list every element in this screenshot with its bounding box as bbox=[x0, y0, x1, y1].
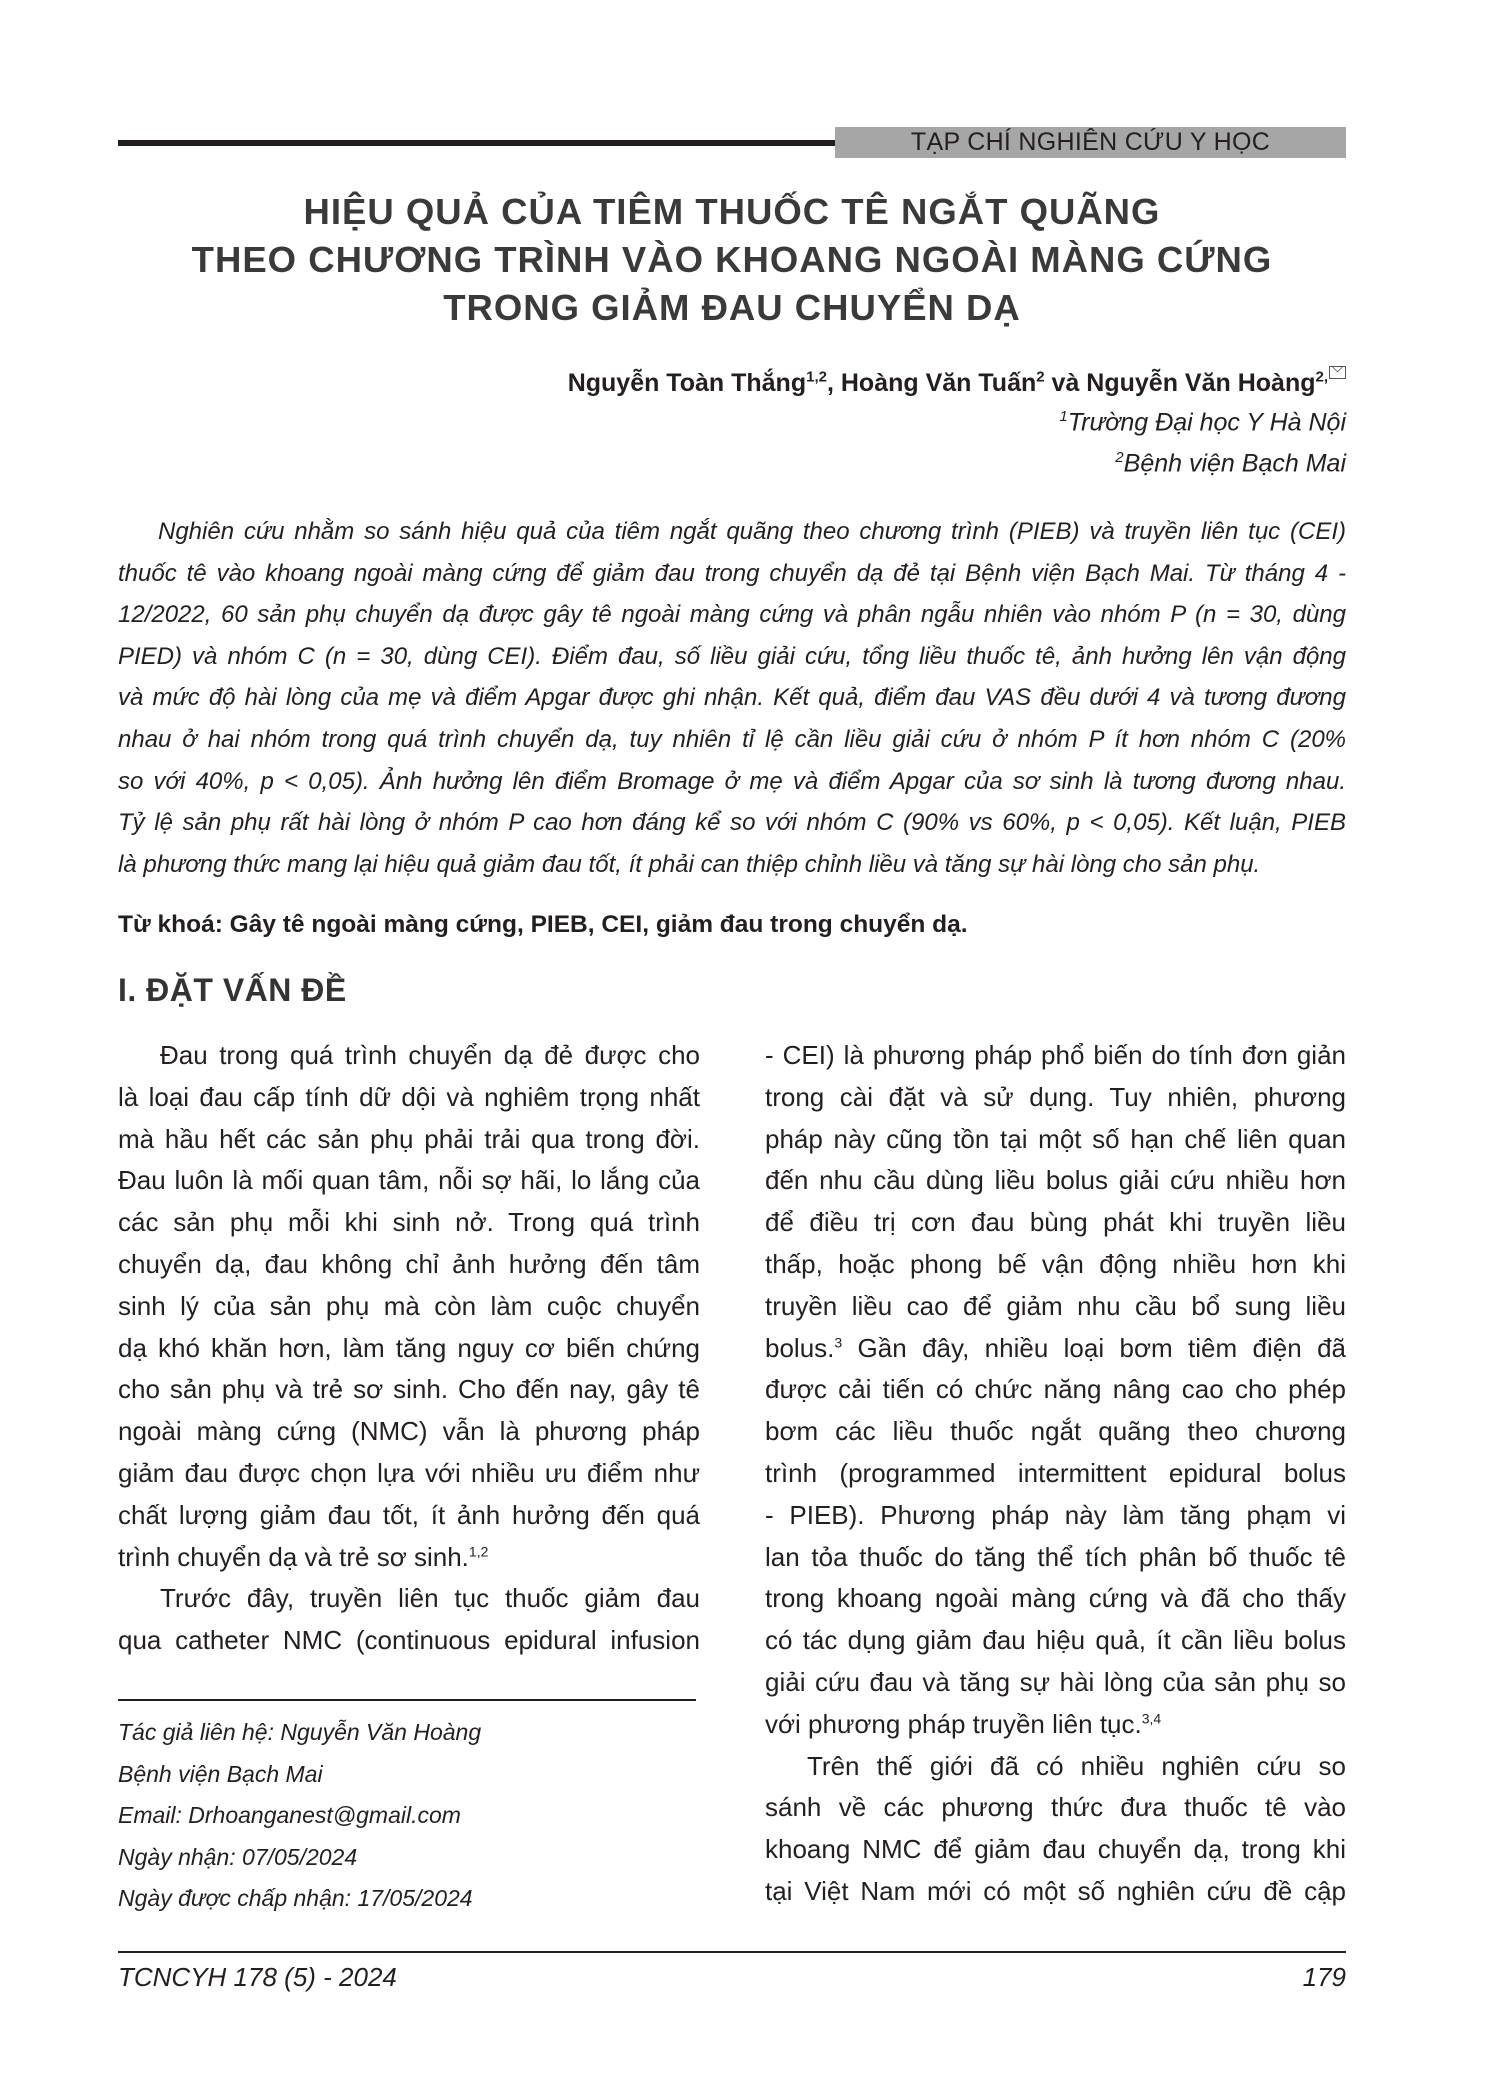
body-line: chuyển dạ, đau không chỉ ảnh hưởng đến tâm bbox=[118, 1248, 700, 1279]
body-line: giảm đau được chọn lựa với nhiều ưu điểm như bbox=[118, 1457, 700, 1488]
footnote-line: Ngày nhận: 07/05/2024 bbox=[118, 1843, 358, 1870]
author-name: Nguyễn Toàn Thắng bbox=[567, 369, 807, 397]
body-line: Đau luôn là mối quan tâm, nỗi sợ hãi, lo lắng của bbox=[118, 1165, 700, 1196]
body-column-right bbox=[765, 1035, 1346, 1913]
author-affil-sup: 2, bbox=[1315, 368, 1328, 386]
body-line bbox=[765, 1328, 1346, 1370]
body-line: ngoài màng cứng (NMC) vẫn là phương pháp bbox=[118, 1416, 700, 1447]
body-line: Trước đây, truyền liên tục thuốc giảm đau bbox=[160, 1583, 700, 1614]
abstract-line: là phương thức mang lại hiệu quả giảm đau tốt, ít phải can thiệp chỉnh liều và tăng sự hài lòng cho sản phụ. bbox=[118, 850, 1261, 878]
body-text: với phương pháp truyền liên tục. bbox=[765, 1708, 1142, 1739]
footnote-line: Bệnh viện Bạch Mai bbox=[118, 1760, 323, 1787]
body-line: tại Việt Nam mới có một số nghiên cứu đề cập bbox=[765, 1875, 1346, 1906]
page-number: 179 bbox=[1302, 1962, 1346, 1992]
correspondence-footnote bbox=[118, 1712, 481, 1920]
author-list bbox=[568, 366, 1346, 398]
journal-citation: TCNCYH 178 (5) - 2024 bbox=[118, 1962, 397, 1992]
abstract-line: Nghiên cứu nhằm so sánh hiệu quả của tiêm ngắt quãng theo chương trình (PIEB) và truyền liên tục (CEI) bbox=[158, 518, 1346, 545]
footnote-line: Ngày được chấp nhận: 17/05/2024 bbox=[118, 1885, 473, 1911]
affiliation bbox=[1059, 408, 1346, 437]
body-line: để điều trị cơn đau bùng phát khi truyền liều bbox=[765, 1207, 1346, 1238]
abstract-line: nhau ở hai nhóm trong quá trình chuyển dạ, tuy nhiên tỉ lệ cần liều giải cứu ở nhóm P ít hơn nhóm C (20% bbox=[118, 725, 1346, 753]
affiliation-sup: 1 bbox=[1059, 408, 1068, 425]
body-text: Gần đây, nhiều loại bơm tiêm điện đã bbox=[842, 1332, 1346, 1363]
author-name: Hoàng Văn Tuấn bbox=[840, 369, 1037, 397]
footnote-rule bbox=[118, 1699, 696, 1701]
article-title bbox=[118, 188, 1346, 332]
header-rule bbox=[118, 140, 835, 146]
body-line: khoang NMC để giảm đau chuyển dạ, trong khi bbox=[765, 1834, 1346, 1865]
body-line: truyền liều cao để giảm nhu cầu bổ sung liều bbox=[765, 1290, 1346, 1321]
body-line: trình (programmed intermittent epidural bolus bbox=[765, 1457, 1346, 1488]
body-line: bơm các liều thuốc ngắt quãng theo chương bbox=[765, 1416, 1346, 1447]
citation-ref: 3,4 bbox=[1141, 1710, 1162, 1727]
body-line: thấp, hoặc phong bế vận động nhiều hơn khi bbox=[765, 1248, 1346, 1279]
body-line: Trên thế giới đã có nhiều nghiên cứu so bbox=[807, 1750, 1346, 1781]
body-line: được cải tiến có chức năng nâng cao cho phép bbox=[765, 1374, 1346, 1405]
body-line: dạ khó khăn hơn, làm tăng nguy cơ biến chứng bbox=[118, 1332, 700, 1363]
abstract bbox=[118, 511, 1346, 885]
footnote-line: Email: Drhoanganest@gmail.com bbox=[118, 1802, 461, 1828]
body-text: trình chuyển dạ và trẻ sơ sinh. bbox=[118, 1541, 469, 1572]
author-separator: và bbox=[1044, 369, 1087, 397]
abstract-line: PIED) và nhóm C (n = 30, dùng CEI). Điểm đau, số liều giải cứu, tổng liều thuốc tê, ảnh hưởng lên vận động bbox=[118, 642, 1346, 670]
affiliation-sup: 2 bbox=[1115, 449, 1124, 466]
body-line: trong khoang ngoài màng cứng và đã cho thấy bbox=[765, 1583, 1346, 1614]
body-line: đến nhu cầu dùng liều bolus giải cứu nhiều hơn bbox=[765, 1165, 1346, 1196]
footnote-line: Tác giả liên hệ: Nguyễn Văn Hoàng bbox=[118, 1719, 482, 1745]
title-line: HIỆU QUẢ CỦA TIÊM THUỐC TÊ NGẮT QUÃNG bbox=[303, 191, 1161, 232]
affiliation bbox=[1115, 449, 1346, 478]
body-line: sinh lý của sản phụ mà còn làm cuộc chuyển bbox=[118, 1290, 700, 1321]
abstract-line: 12/2022, 60 sản phụ chuyển dạ được gây tê ngoài màng cứng và phân ngẫu nhiên vào nhóm P (n = 30, dùng bbox=[118, 601, 1346, 629]
abstract-line: so với 40%, p < 0,05). Ảnh hưởng lên điểm Bromage ở mẹ và điểm Apgar của sơ sinh là tương đương nhau. bbox=[118, 767, 1346, 795]
author-name: Nguyễn Văn Hoàng bbox=[1086, 369, 1316, 397]
affiliation-text: Bệnh viện Bạch Mai bbox=[1123, 449, 1346, 478]
body-line: giải cứu đau và tăng sự hài lòng của sản phụ so bbox=[765, 1666, 1346, 1697]
body-line: mà hầu hết các sản phụ phải trải qua trong đời. bbox=[118, 1123, 700, 1154]
body-line: qua catheter NMC (continuous epidural infusion bbox=[118, 1625, 700, 1656]
body-text: bolus. bbox=[765, 1332, 835, 1363]
body-line: Đau trong quá trình chuyển dạ đẻ được cho bbox=[160, 1040, 700, 1070]
author-affil-sup: 1,2 bbox=[806, 368, 827, 386]
body-line: sánh về các phương thức đưa thuốc tê vào bbox=[765, 1792, 1346, 1823]
journal-name: TẠP CHÍ NGHIÊN CỨU Y HỌC bbox=[835, 127, 1346, 158]
mail-icon bbox=[1329, 366, 1346, 379]
body-line: lan tỏa thuốc do tăng thể tích phân bố thuốc tê bbox=[765, 1541, 1346, 1572]
abstract-line: và mức độ hài lòng của mẹ và điểm Apgar được ghi nhận. Kết quả, điểm đau VAS đều dưới 4 và tương đương bbox=[118, 684, 1346, 712]
affiliation-text: Trường Đại học Y Hà Nội bbox=[1067, 408, 1346, 437]
body-line bbox=[118, 1537, 700, 1579]
citation-ref: 3 bbox=[834, 1333, 843, 1350]
body-line: - PIEB). Phương pháp này làm tăng phạm vi bbox=[765, 1499, 1346, 1530]
citation-ref: 1,2 bbox=[468, 1542, 489, 1559]
body-line: pháp này cũng tồn tại một số hạn chế liên quan bbox=[765, 1123, 1346, 1154]
body-line: chất lượng giảm đau tốt, ít ảnh hưởng đến quá bbox=[118, 1499, 700, 1530]
body-line bbox=[765, 1704, 1346, 1746]
author-affil-sup: 2 bbox=[1036, 368, 1045, 386]
title-line: TRONG GIẢM ĐAU CHUYỂN DẠ bbox=[443, 287, 1021, 328]
author-separator: , bbox=[826, 369, 841, 397]
section-heading: I. ĐẶT VẤN ĐỀ bbox=[118, 972, 347, 1008]
abstract-line: Tỷ lệ sản phụ rất hài lòng ở nhóm P cao hơn đáng kể so với nhóm C (90% vs 60%, p < 0,05). Kết luận, PIEB bbox=[118, 809, 1346, 837]
keywords: Từ khoá: Gây tê ngoài màng cứng, PIEB, CEI, giảm đau trong chuyển dạ. bbox=[118, 911, 968, 938]
body-line: có tác dụng giảm đau hiệu quả, ít cần liều bolus bbox=[765, 1625, 1346, 1656]
body-line: là loại đau cấp tính dữ dội và nghiêm trọng nhất bbox=[118, 1081, 700, 1112]
body-line: cho sản phụ và trẻ sơ sinh. Cho đến nay, gây tê bbox=[118, 1374, 700, 1405]
body-line: các sản phụ mỗi khi sinh nở. Trong quá trình bbox=[118, 1207, 700, 1238]
body-column-left bbox=[118, 1035, 700, 1662]
footer-rule bbox=[118, 1951, 1346, 1953]
title-line: THEO CHƯƠNG TRÌNH VÀO KHOANG NGOÀI MÀNG CỨNG bbox=[191, 239, 1273, 280]
body-line: trong cài đặt và sử dụng. Tuy nhiên, phương bbox=[765, 1081, 1346, 1112]
body-line: - CEI) là phương pháp phổ biến do tính đơn giản bbox=[765, 1040, 1346, 1070]
abstract-line: thuốc tê vào khoang ngoài màng cứng để giảm đau trong chuyển dạ đẻ tại Bệnh viện Bạch Mai. Từ tháng 4 - bbox=[118, 559, 1346, 587]
